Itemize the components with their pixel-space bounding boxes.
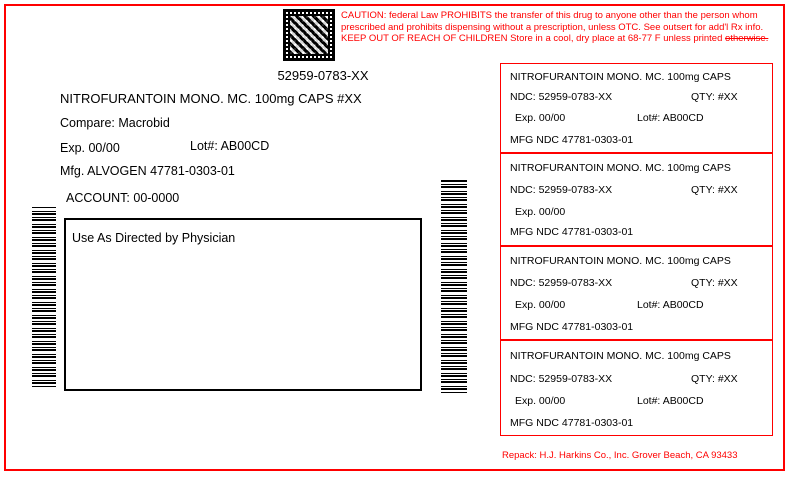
panel-lot: Lot#: AB00CD xyxy=(637,299,704,311)
label-panel xyxy=(500,63,773,153)
panel-mfg-ndc: MFG NDC 47781-0303-01 xyxy=(510,417,634,429)
caution-text-strikethrough: otherwise. xyxy=(725,33,769,44)
account-line: ACCOUNT: 00-0000 xyxy=(66,191,180,205)
label-panel xyxy=(500,246,773,340)
panel-drug-title: NITROFURANTOIN MONO. MC. 100mg CAPS xyxy=(510,350,731,362)
datamatrix-pattern xyxy=(290,16,328,54)
panel-mfg-ndc: MFG NDC 47781-0303-01 xyxy=(510,134,634,146)
panel-ndc: NDC: 52959-0783-XX xyxy=(510,91,613,103)
panel-mfg-ndc: MFG NDC 47781-0303-01 xyxy=(510,321,634,333)
barcode-icon-left xyxy=(32,207,56,387)
drug-title: NITROFURANTOIN MONO. MC. 100mg CAPS #XX xyxy=(60,91,362,106)
caution-text xyxy=(341,10,773,45)
directions-text: Use As Directed by Physician xyxy=(72,231,236,245)
label-panel xyxy=(500,153,773,246)
manufacturer-line: Mfg. ALVOGEN 47781-0303-01 xyxy=(60,164,235,178)
lot-line: Lot#: AB00CD xyxy=(190,139,270,153)
compare-line: Compare: Macrobid xyxy=(60,116,170,130)
panel-exp: Exp. 00/00 xyxy=(515,206,566,218)
expiration-line: Exp. 00/00 xyxy=(60,141,120,155)
panel-drug-title: NITROFURANTOIN MONO. MC. 100mg CAPS xyxy=(510,71,731,83)
panel-drug-title: NITROFURANTOIN MONO. MC. 100mg CAPS xyxy=(510,255,731,267)
panel-mfg-ndc: MFG NDC 47781-0303-01 xyxy=(510,226,634,238)
panel-qty: QTY: #XX xyxy=(691,277,738,289)
panel-qty: QTY: #XX xyxy=(691,373,738,385)
panel-ndc: NDC: 52959-0783-XX xyxy=(510,373,613,385)
panel-exp: Exp. 00/00 xyxy=(515,299,566,311)
panel-ndc: NDC: 52959-0783-XX xyxy=(510,184,613,196)
barcode-icon-right xyxy=(441,180,467,393)
panel-lot: Lot#: AB00CD xyxy=(637,112,704,124)
panel-ndc: NDC: 52959-0783-XX xyxy=(510,277,613,289)
panel-exp: Exp. 00/00 xyxy=(515,395,566,407)
caution-text-body: CAUTION: federal Law PROHIBITS the transfer of this drug to anyone other than the person whom prescribed and prohibits dispensing without a prescription, unless OTC. See outsert for add'l Rx info. KEEP OUT OF REACH OF CHILDREN Store in a cool, dry place at 68-77 F unless printed xyxy=(341,10,764,44)
panel-qty: QTY: #XX xyxy=(691,91,738,103)
datamatrix-code-icon xyxy=(283,9,335,61)
repack-footer: Repack: H.J. Harkins Co., Inc. Grover Beach, CA 93433 xyxy=(502,450,738,461)
label-panel xyxy=(500,340,773,436)
panel-qty: QTY: #XX xyxy=(691,184,738,196)
panel-lot: Lot#: AB00CD xyxy=(637,395,704,407)
ndc-number: 52959-0783-XX xyxy=(277,68,369,83)
panel-drug-title: NITROFURANTOIN MONO. MC. 100mg CAPS xyxy=(510,162,731,174)
panel-exp: Exp. 00/00 xyxy=(515,112,566,124)
